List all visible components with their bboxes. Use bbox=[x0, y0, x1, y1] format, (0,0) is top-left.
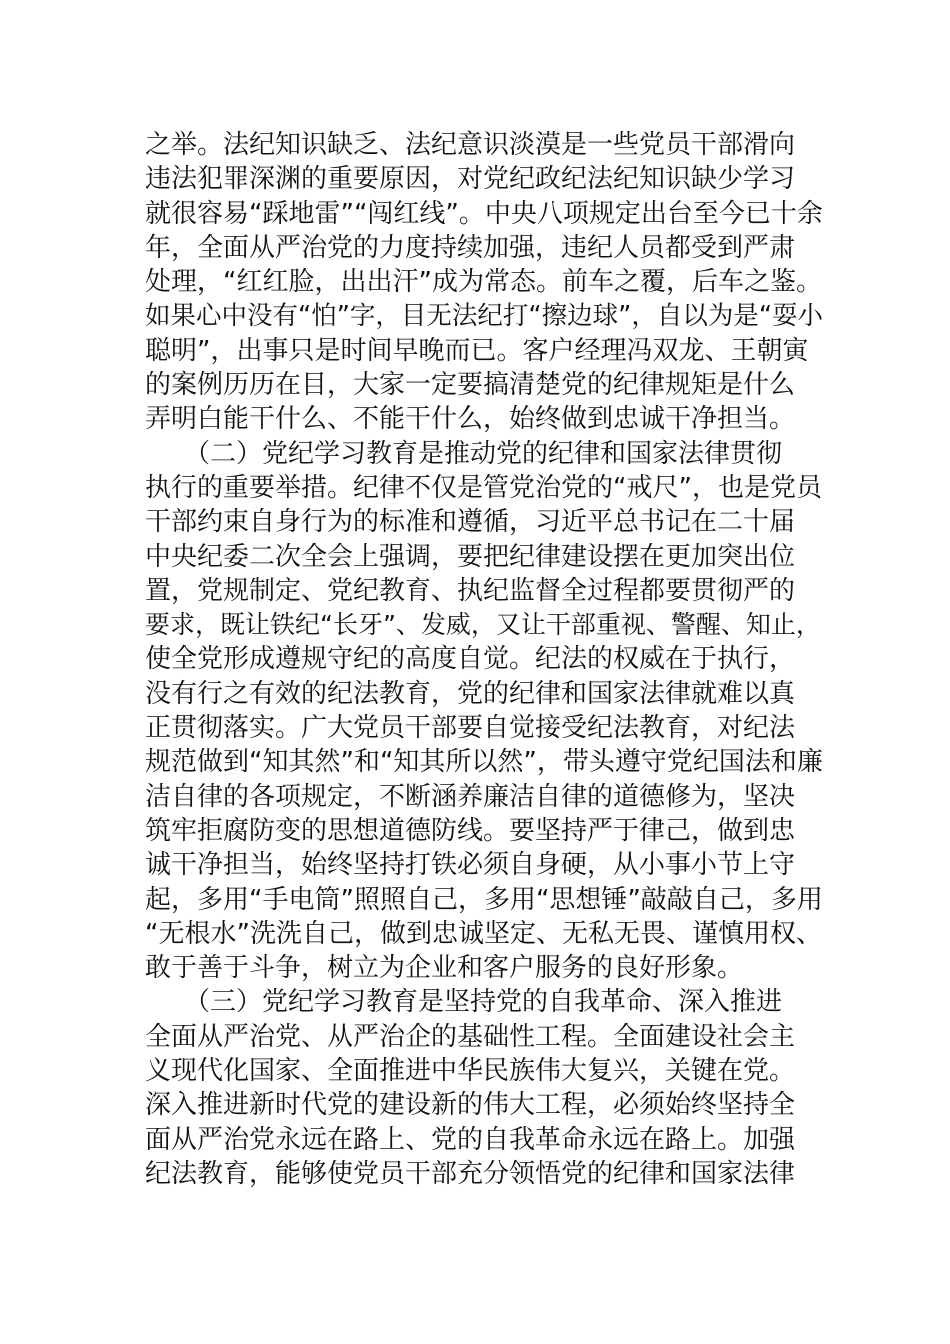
document-body bbox=[145, 128, 825, 1191]
text-line: 使全党形成遵规守纪的高度自觉。纪法的权威在于执行， bbox=[145, 644, 796, 675]
text-line: 的案例历历在目，大家一定要搞清楚党的纪律规矩是什么 bbox=[145, 370, 796, 401]
text-line: 正贯彻落实。广大党员干部要自觉接受纪法教育，对纪法 bbox=[145, 713, 796, 744]
text-line: 起，多用“手电筒”照照自己，多用“思想锤”敲敲自己，多用 bbox=[145, 884, 823, 915]
text-line: 敢于善于斗争，树立为企业和客户服务的良好形象。 bbox=[145, 953, 744, 984]
text-line: 规范做到“知其然”和“知其所以然”，带头遵守党纪国法和廉 bbox=[145, 747, 823, 778]
text-line: 中央纪委二次全会上强调，要把纪律建设摆在更加突出位 bbox=[145, 541, 796, 572]
text-line: 诚干净担当，始终坚持打铁必须自身硬，从小事小节上守 bbox=[145, 850, 796, 881]
text-line: 处理，“红红脸，出出汗”成为常态。前车之覆，后车之鉴。 bbox=[145, 267, 822, 298]
text-line: “无根水”洗洗自己，做到忠诚坚定、无私无畏、谨慎用权、 bbox=[145, 918, 822, 949]
text-line: 全面从严治党、从严治企的基础性工程。全面建设社会主 bbox=[145, 1021, 796, 1052]
text-line: 深入推进新时代党的建设新的伟大工程，必须始终坚持全 bbox=[145, 1090, 796, 1121]
text-line: 弄明白能干什么、不能干什么，始终做到忠诚干净担当。 bbox=[145, 404, 796, 435]
text-line: 聪明”，出事只是时间早晚而已。客户经理冯双龙、王朝寅 bbox=[145, 335, 809, 366]
text-line: 年，全面从严治党的力度持续加强，违纪人员都受到严肃 bbox=[145, 232, 796, 263]
text-line: 洁自律的各项规定，不断涵养廉洁自律的道德修为，坚决 bbox=[145, 781, 796, 812]
section-heading-line: （三）党纪学习教育是坚持党的自我革命、深入推进 bbox=[145, 987, 783, 1018]
text-line: 没有行之有效的纪法教育，党的纪律和国家法律就难以真 bbox=[145, 678, 796, 709]
text-line: 干部约束自身行为的标准和遵循，习近平总书记在二十届 bbox=[145, 507, 796, 538]
text-line: 置，党规制定、党纪教育、执纪监督全过程都要贯彻严的 bbox=[145, 575, 796, 606]
text-line: 违法犯罪深渊的重要原因，对党纪政纪法纪知识缺少学习 bbox=[145, 164, 796, 195]
text-line: 面从严治党永远在路上、党的自我革命永远在路上。加强 bbox=[145, 1124, 796, 1155]
text-line: 筑牢拒腐防变的思想道德防线。要坚持严于律己，做到忠 bbox=[145, 815, 796, 846]
section-heading-line: （二）党纪学习教育是推动党的纪律和国家法律贯彻 bbox=[145, 438, 783, 469]
text-line: 之举。法纪知识缺乏、法纪意识淡漠是一些党员干部滑向 bbox=[145, 130, 796, 160]
text-line: 就很容易“踩地雷”“闯红线”。中央八项规定出台至今已十余 bbox=[145, 198, 823, 229]
text-line: 如果心中没有“怕”字，目无法纪打“擦边球”，自以为是“耍小 bbox=[145, 301, 824, 332]
text-line: 纪法教育，能够使党员干部充分领悟党的纪律和国家法律 bbox=[145, 1158, 796, 1189]
text-line: 要求，既让铁纪“长牙”、发威，又让干部重视、警醒、知止， bbox=[145, 610, 821, 640]
text-line: 义现代化国家、全面推进中华民族伟大复兴，关键在党。 bbox=[145, 1056, 796, 1087]
text-line: 执行的重要举措。纪律不仅是管党治党的“戒尺”，也是党员 bbox=[145, 472, 822, 503]
